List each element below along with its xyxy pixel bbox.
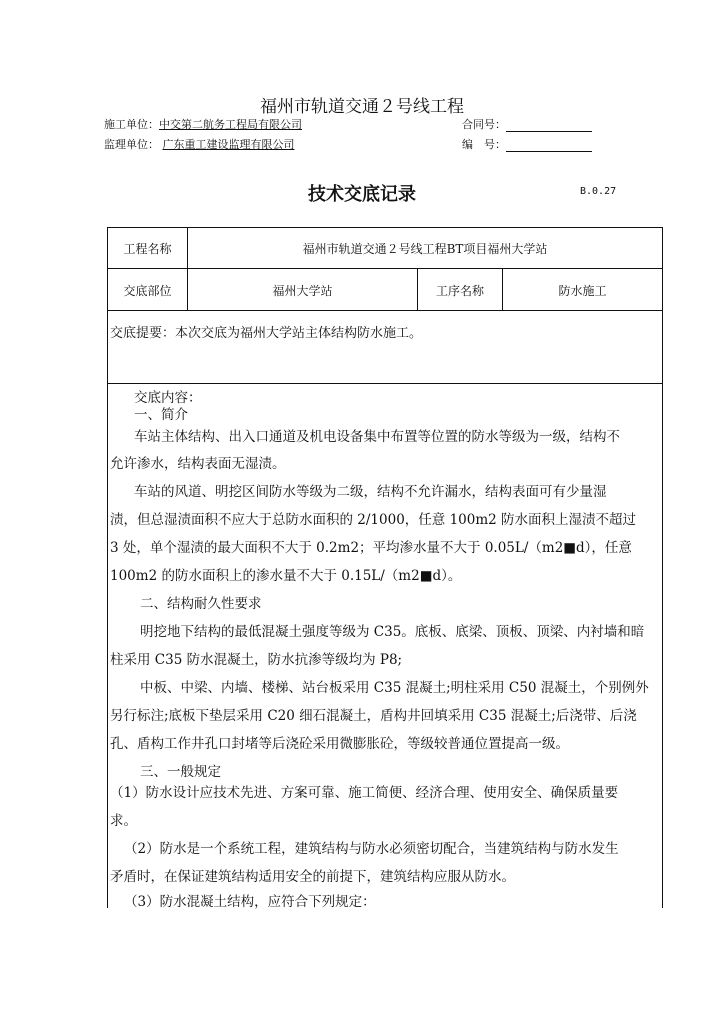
- para-7-line-1: （3）防水混凝土结构，应符合下列规定：: [124, 894, 376, 910]
- para-3-line-2: 柱采用 C35 防水混凝土，防水抗渗等级均为 P8;: [110, 652, 403, 668]
- supervision-unit-row: [104, 136, 295, 152]
- row-divider-3: [107, 383, 663, 384]
- para-3-line-1: 明挖地下结构的最低混凝土强度等级为 C35。底板、底梁、顶板、顶梁、内衬墙和暗: [140, 624, 645, 640]
- para-2-line-4: 100m2 的防水面积上的渗水量不大于 0.15L/（m2■d）。: [110, 568, 462, 584]
- contract-no-blank: [506, 119, 592, 132]
- process-label: 工序名称: [435, 284, 484, 298]
- content-heading: 交底内容：: [134, 390, 202, 406]
- para-2-line-2: 渍，但总湿渍面积不应大于总防水面积的 2/1000，任意 100m2 防水面积上湿渍不超过: [110, 512, 637, 528]
- para-2-line-3: 3 处，单个湿渍的最大面积不大于 0.2m2；平均渗水量不大于 0.05L/（m2■d），任意: [110, 540, 632, 556]
- para-4-line-3: 孔、盾构工作井孔口封堵等后浇砼采用微膨胀砼，等级较普通位置提高一级。: [110, 736, 569, 752]
- supervision-unit-value: 广东重工建设监理有限公司: [162, 138, 295, 151]
- document-code: B.0.27: [580, 186, 617, 197]
- para-5-line-1: （1）防水设计应技术先进、方案可靠、施工简便、经济合理、使用安全、确保质量要: [110, 785, 619, 801]
- contract-no-row: [462, 116, 592, 132]
- section-2-title: 二、结构耐久性要求: [140, 596, 262, 612]
- para-6-line-2: 矛盾时，在保证建筑结构适用安全的前提下，建筑结构应服从防水。: [110, 869, 515, 885]
- summary-text: 交底提要：本次交底为福州大学站主体结构防水施工。: [110, 326, 423, 341]
- contract-no-label: 合同号：: [462, 118, 506, 131]
- section-1-title: 一、简介: [134, 407, 188, 423]
- para-4-line-2: 另行标注;底板下垫层采用 C20 细石混凝土，盾构井回填采用 C35 混凝土;后浇带、后浇: [110, 708, 637, 724]
- serial-no-blank: [506, 139, 592, 152]
- project-name-value: 福州市轨道交通２号线工程BT项目福州大学站: [302, 242, 548, 256]
- para-1-line-1: 车站主体结构、出入口通道及机电设备集中布置等位置的防水等级为一级，结构不: [134, 429, 620, 445]
- construction-unit-value: 中交第二航务工程局有限公司: [159, 118, 302, 131]
- document-title: 技术交底记录: [308, 184, 416, 205]
- part-value: 福州大学站: [272, 284, 333, 298]
- construction-unit-row: [104, 116, 302, 132]
- construction-unit-label: 施工单位：: [104, 118, 159, 131]
- para-2-line-1: 车站的风道、明挖区间防水等级为二级，结构不允许漏水，结构表面可有少量湿: [134, 484, 607, 500]
- process-value: 防水施工: [558, 284, 607, 298]
- row-divider-1: [107, 268, 663, 269]
- para-5-line-2: 求。: [110, 813, 137, 829]
- supervision-unit-label: 监理单位：: [104, 138, 159, 151]
- project-title: 福州市轨道交通２号线工程: [260, 97, 464, 117]
- serial-no-label: 编 号：: [462, 138, 506, 151]
- part-label: 交底部位: [123, 284, 172, 298]
- row-divider-2: [107, 310, 663, 311]
- para-1-line-2: 允许渗水，结构表面无湿渍。: [110, 456, 286, 472]
- section-3-title: 三、一般规定: [140, 764, 221, 780]
- project-name-label: 工程名称: [123, 242, 172, 256]
- para-4-line-1: 中板、中梁、内墙、楼梯、站台板采用 C35 混凝土;明柱采用 C50 混凝土，个别例外: [140, 680, 649, 696]
- serial-no-row: [462, 136, 592, 152]
- para-6-line-1: （2）防水是一个系统工程，建筑结构与防水必须密切配合，当建筑结构与防水发生: [124, 841, 619, 857]
